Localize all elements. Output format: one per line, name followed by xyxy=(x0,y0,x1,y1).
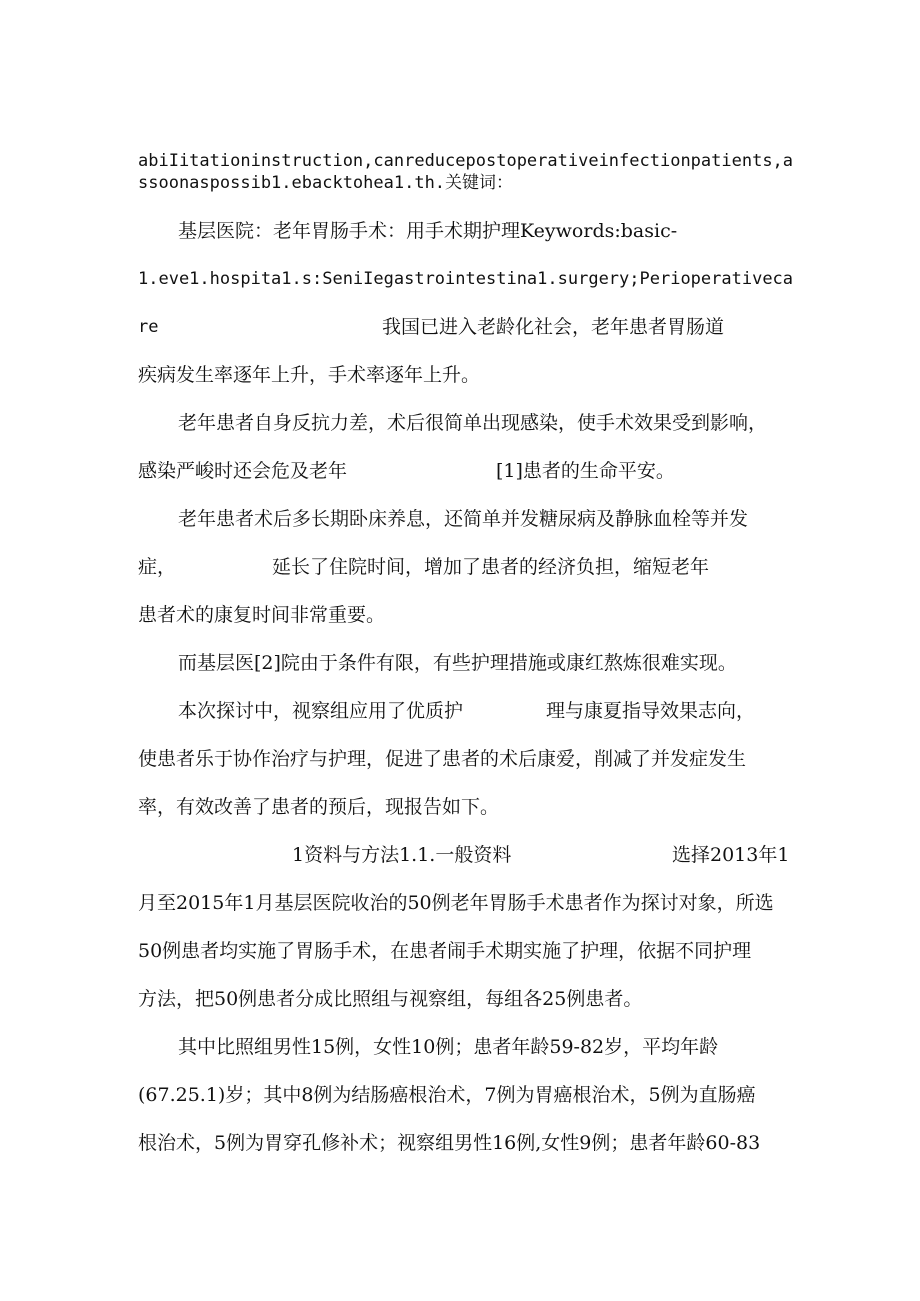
text-line: 1.eve1.hospita1.s:SeniIegastrointestina1.surgery;Perioperativeca xyxy=(138,269,794,289)
text-line: 根治术，5例为胃穿孔修补术；视察组男性16例,女性9例；患者年龄60-83 xyxy=(138,1132,761,1154)
keywords-line: 基层医院：老年胃肠手术：用手术期护理Keywords:basic- xyxy=(178,220,678,242)
citation-segment: [1]患者的生命平安。 xyxy=(496,460,675,482)
section-heading: 1资料与方法1.1.一般资料 xyxy=(292,844,512,866)
text-line: abiIitationinstruction,canreducepostoperativeinfectionpatients,a xyxy=(138,151,794,171)
text-segment: 延长了住院时间，增加了患者的经济负担，缩短老年 xyxy=(272,556,710,578)
text-line: 50例患者均实施了胃肠手术，在患者闹手术期实施了护理，依据不同护理 xyxy=(138,940,752,962)
text-line: 方法，把50例患者分成比照组与视察组，每组各25例患者。 xyxy=(138,988,643,1010)
text-line: re xyxy=(138,317,159,337)
text-line: 月至2015年1月基层医院收治的50例老年胃肠手术患者作为探讨对象，所选 xyxy=(138,892,774,914)
text-line: ssoonaspossib1.ebacktohea1.th.关键词： xyxy=(138,173,514,193)
text-line: (67.25.1)岁；其中8例为结肠癌根治术，7例为胃癌根治术，5例为直肠癌 xyxy=(138,1084,756,1106)
text-line: 率，有效改善了患者的预后，现报告如下。 xyxy=(138,796,500,818)
text-line: 其中比照组男性15例，女性10例；患者年龄59-82岁，平均年龄 xyxy=(178,1036,719,1058)
text-line: 感染严峻时还会危及老年 xyxy=(138,460,348,482)
text-line: 疾病发生率逐年上升，手术率逐年上升。 xyxy=(138,364,481,386)
text-segment: 选择2013年1 xyxy=(672,844,790,866)
text-line: 而基层医[2]院由于条件有限，有些护理措施或康红熬炼很难实现。 xyxy=(178,652,737,674)
text-line: 症， xyxy=(138,556,177,578)
text-line: 老年患者术后多长期卧床养息，还简单并发糖尿病及静脉血栓等并发 xyxy=(178,508,749,530)
text-segment: 我国已进入老龄化社会，老年患者胃肠道 xyxy=(382,316,725,338)
text-line: 患者术的康复时间非常重要。 xyxy=(138,604,386,626)
text-line: 本次探讨中，视察组应用了优质护 xyxy=(178,700,464,722)
text-line: 老年患者自身反抗力差，术后很简单出现感染，使手术效果受到影响， xyxy=(178,412,768,434)
text-segment: 理与康夏指导效果志向， xyxy=(546,700,756,722)
text-line: 使患者乐于协作治疗与护理，促进了患者的术后康爱，削减了并发症发生 xyxy=(138,748,747,770)
